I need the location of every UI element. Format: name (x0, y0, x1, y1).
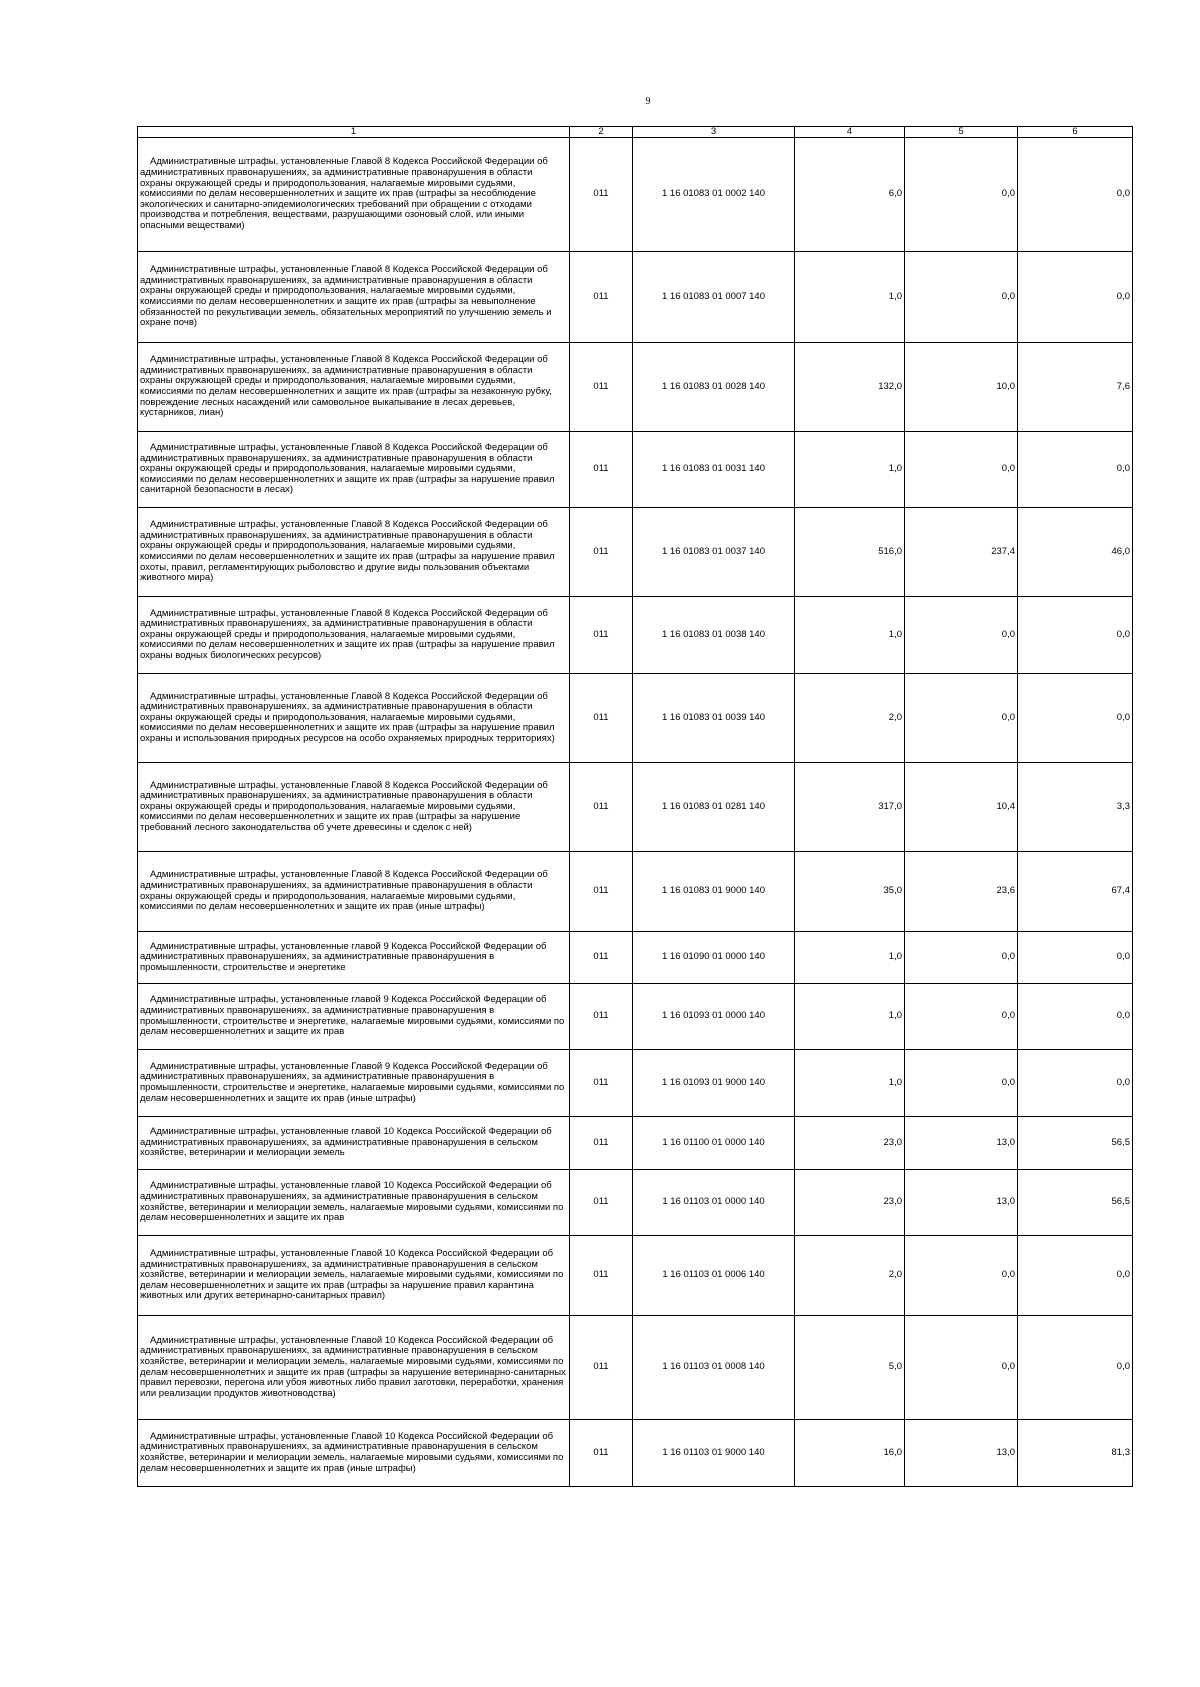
row-description: Административные штрафы, установленные Главой 8 Кодекса Российской Федерации об административных правонарушениях, за административные правонарушения в области охраны окружающей среды и природопользования, налагаемые мировыми судьями, комиссиями по делам несовершеннолетних и защите их прав (штрафы за нарушение требований лесного законодательства об учете древесины и сделок с ней) (138, 763, 570, 852)
row-admin-code: 011 (570, 1420, 633, 1487)
table-row (138, 1050, 1133, 1117)
row-budget-code: 1 16 01083 01 9000 140 (633, 852, 795, 932)
row-description: Административные штрафы, установленные главой 10 Кодекса Российской Федерации об административных правонарушениях, за административные правонарушения в сельском хозяйстве, ветеринарии и мелиорации земель, налагаемые мировыми судьями, комиссиями по делам несовершеннолетних и защите их прав (138, 1170, 570, 1236)
table-row (138, 508, 1133, 597)
column-header: 3 (633, 127, 795, 138)
row-value-col5: 0,0 (905, 932, 1018, 984)
table-body (138, 138, 1133, 1487)
row-budget-code: 1 16 01083 01 0038 140 (633, 597, 795, 674)
table-row (138, 597, 1133, 674)
row-description: Административные штрафы, установленные Главой 10 Кодекса Российской Федерации об административных правонарушениях, за административные правонарушения в сельском хозяйстве, ветеринарии и мелиорации земель, налагаемые мировыми судьями, комиссиями по делам несовершеннолетних и защите их прав (штрафы за нарушение правил карантина животных или других ветеринарно-санитарных правил) (138, 1236, 570, 1316)
row-value-col4: 1,0 (795, 1050, 905, 1117)
row-description: Административные штрафы, установленные Главой 8 Кодекса Российской Федерации об административных правонарушениях, за административные правонарушения в области охраны окружающей среды и природопользования, налагаемые мировыми судьями, комиссиями по делам несовершеннолетних и защите их прав (иные штрафы) (138, 852, 570, 932)
row-value-col4: 1,0 (795, 252, 905, 343)
row-value-col5: 13,0 (905, 1420, 1018, 1487)
row-value-col5: 10,0 (905, 343, 1018, 432)
row-budget-code: 1 16 01093 01 9000 140 (633, 1050, 795, 1117)
row-value-col6: 67,4 (1018, 852, 1133, 932)
row-budget-code: 1 16 01083 01 0031 140 (633, 432, 795, 508)
row-value-col6: 81,3 (1018, 1420, 1133, 1487)
row-value-col6: 0,0 (1018, 252, 1133, 343)
row-value-col6: 0,0 (1018, 138, 1133, 252)
row-budget-code: 1 16 01083 01 0039 140 (633, 674, 795, 763)
column-header: 5 (905, 127, 1018, 138)
row-value-col5: 10,4 (905, 763, 1018, 852)
row-description: Административные штрафы, установленные Главой 8 Кодекса Российской Федерации об административных правонарушениях, за административные правонарушения в области охраны окружающей среды и природопользования, налагаемые мировыми судьями, комиссиями по делам несовершеннолетних и защите их прав (штрафы за нарушение правил охраны и использования природных ресурсов на особо охраняемых природных территориях) (138, 674, 570, 763)
row-value-col6: 0,0 (1018, 597, 1133, 674)
table-row (138, 984, 1133, 1050)
row-value-col4: 35,0 (795, 852, 905, 932)
row-value-col5: 0,0 (905, 1050, 1018, 1117)
row-admin-code: 011 (570, 508, 633, 597)
row-budget-code: 1 16 01083 01 0007 140 (633, 252, 795, 343)
table-row (138, 343, 1133, 432)
row-value-col4: 1,0 (795, 984, 905, 1050)
table-row (138, 1170, 1133, 1236)
table-row (138, 1420, 1133, 1487)
row-value-col5: 0,0 (905, 252, 1018, 343)
table-row (138, 138, 1133, 252)
row-value-col6: 0,0 (1018, 1316, 1133, 1420)
table-row (138, 1316, 1133, 1420)
row-value-col5: 0,0 (905, 597, 1018, 674)
row-value-col6: 7,6 (1018, 343, 1133, 432)
row-value-col4: 2,0 (795, 1236, 905, 1316)
column-header: 6 (1018, 127, 1133, 138)
row-admin-code: 011 (570, 852, 633, 932)
row-value-col6: 0,0 (1018, 674, 1133, 763)
row-value-col4: 132,0 (795, 343, 905, 432)
row-description: Административные штрафы, установленные Главой 8 Кодекса Российской Федерации об административных правонарушениях, за административные правонарушения в области охраны окружающей среды и природопользования, налагаемые мировыми судьями, комиссиями по делам несовершеннолетних и защите их прав (штрафы за нарушение правил санитарной безопасности в лесах) (138, 432, 570, 508)
budget-table (137, 126, 1133, 1487)
row-budget-code: 1 16 01090 01 0000 140 (633, 932, 795, 984)
column-header: 2 (570, 127, 633, 138)
row-description: Административные штрафы, установленные Главой 8 Кодекса Российской Федерации об административных правонарушениях, за административные правонарушения в области охраны окружающей среды и природопользования, налагаемые мировыми судьями, комиссиями по делам несовершеннолетних и защите их прав (штрафы за несоблюдение экологических и санитарно-эпидемиологических требований при обращении с отходами производства и потребления, веществами, разрушающими озоновый слой, или иными опасными веществами) (138, 138, 570, 252)
row-value-col4: 1,0 (795, 932, 905, 984)
table-row (138, 432, 1133, 508)
row-value-col4: 2,0 (795, 674, 905, 763)
row-value-col4: 1,0 (795, 597, 905, 674)
row-budget-code: 1 16 01083 01 0281 140 (633, 763, 795, 852)
row-value-col6: 0,0 (1018, 1236, 1133, 1316)
row-value-col4: 1,0 (795, 432, 905, 508)
row-value-col5: 237,4 (905, 508, 1018, 597)
row-description: Административные штрафы, установленные Главой 8 Кодекса Российской Федерации об административных правонарушениях, за административные правонарушения в области охраны окружающей среды и природопользования, налагаемые мировыми судьями, комиссиями по делам несовершеннолетних и защите их прав (штрафы за незаконную рубку, повреждение лесных насаждений или самовольное выкапывание в лесах деревьев, кустарников, лиан) (138, 343, 570, 432)
row-value-col4: 516,0 (795, 508, 905, 597)
table-row (138, 763, 1133, 852)
column-header: 1 (138, 127, 570, 138)
row-description: Административные штрафы, установленные Главой 10 Кодекса Российской Федерации об административных правонарушениях, за административные правонарушения в сельском хозяйстве, ветеринарии и мелиорации земель, налагаемые мировыми судьями, комиссиями по делам несовершеннолетних и защите их прав (штрафы за нарушение ветеринарно-санитарных правил перевозки, перегона или убоя животных либо правил заготовки, переработки, хранения или реализации продуктов животноводства) (138, 1316, 570, 1420)
row-budget-code: 1 16 01103 01 0000 140 (633, 1170, 795, 1236)
row-value-col5: 0,0 (905, 1236, 1018, 1316)
row-admin-code: 011 (570, 1050, 633, 1117)
row-value-col5: 0,0 (905, 674, 1018, 763)
row-value-col6: 0,0 (1018, 932, 1133, 984)
row-budget-code: 1 16 01093 01 0000 140 (633, 984, 795, 1050)
row-value-col4: 317,0 (795, 763, 905, 852)
page-number: 9 (645, 96, 651, 107)
table-header-row (138, 127, 1133, 138)
row-value-col5: 0,0 (905, 1316, 1018, 1420)
row-value-col4: 16,0 (795, 1420, 905, 1487)
row-admin-code: 011 (570, 1170, 633, 1236)
row-value-col6: 46,0 (1018, 508, 1133, 597)
table-row (138, 852, 1133, 932)
row-budget-code: 1 16 01103 01 9000 140 (633, 1420, 795, 1487)
row-budget-code: 1 16 01083 01 0002 140 (633, 138, 795, 252)
row-description: Административные штрафы, установленные Главой 8 Кодекса Российской Федерации об административных правонарушениях, за административные правонарушения в области охраны окружающей среды и природопользования, налагаемые мировыми судьями, комиссиями по делам несовершеннолетних и защите их прав (штрафы за невыполнение обязанностей по рекультивации земель, обязательных мероприятий по улучшению земель и охране почв) (138, 252, 570, 343)
row-value-col5: 0,0 (905, 432, 1018, 508)
row-budget-code: 1 16 01103 01 0006 140 (633, 1236, 795, 1316)
row-value-col6: 56,5 (1018, 1170, 1133, 1236)
row-admin-code: 011 (570, 1316, 633, 1420)
row-value-col5: 13,0 (905, 1170, 1018, 1236)
row-value-col4: 6,0 (795, 138, 905, 252)
row-admin-code: 011 (570, 432, 633, 508)
row-admin-code: 011 (570, 932, 633, 984)
row-value-col5: 0,0 (905, 138, 1018, 252)
row-description: Административные штрафы, установленные главой 10 Кодекса Российской Федерации об административных правонарушениях, за административные правонарушения в сельском хозяйстве, ветеринарии и мелиорации земель (138, 1117, 570, 1170)
table-row (138, 1236, 1133, 1316)
row-admin-code: 011 (570, 1117, 633, 1170)
row-value-col5: 23,6 (905, 852, 1018, 932)
row-value-col4: 5,0 (795, 1316, 905, 1420)
row-description: Административные штрафы, установленные главой 9 Кодекса Российской Федерации об административных правонарушениях, за административные правонарушения в промышленности, строительстве и энергетике, налагаемые мировыми судьями, комиссиями по делам несовершеннолетних и защите их прав (138, 984, 570, 1050)
row-budget-code: 1 16 01083 01 0028 140 (633, 343, 795, 432)
row-value-col6: 3,3 (1018, 763, 1133, 852)
row-budget-code: 1 16 01100 01 0000 140 (633, 1117, 795, 1170)
row-admin-code: 011 (570, 674, 633, 763)
row-value-col6: 0,0 (1018, 1050, 1133, 1117)
table-row (138, 932, 1133, 984)
row-admin-code: 011 (570, 343, 633, 432)
row-admin-code: 011 (570, 1236, 633, 1316)
row-value-col4: 23,0 (795, 1170, 905, 1236)
row-description: Административные штрафы, установленные Главой 8 Кодекса Российской Федерации об административных правонарушениях, за административные правонарушения в области охраны окружающей среды и природопользования, налагаемые мировыми судьями, комиссиями по делам несовершеннолетних и защите их прав (штрафы за нарушение правил охраны водных биологических ресурсов) (138, 597, 570, 674)
column-header: 4 (795, 127, 905, 138)
row-value-col6: 56,5 (1018, 1117, 1133, 1170)
table-row (138, 674, 1133, 763)
row-budget-code: 1 16 01103 01 0008 140 (633, 1316, 795, 1420)
row-admin-code: 011 (570, 252, 633, 343)
row-value-col4: 23,0 (795, 1117, 905, 1170)
row-value-col6: 0,0 (1018, 984, 1133, 1050)
table-row (138, 252, 1133, 343)
row-value-col6: 0,0 (1018, 432, 1133, 508)
row-admin-code: 011 (570, 763, 633, 852)
row-admin-code: 011 (570, 138, 633, 252)
table-row (138, 1117, 1133, 1170)
row-description: Административные штрафы, установленные Главой 9 Кодекса Российской Федерации об административных правонарушениях, за административные правонарушения в промышленности, строительстве и энергетике, налагаемые мировыми судьями, комиссиями по делам несовершеннолетних и защите их прав (иные штрафы) (138, 1050, 570, 1117)
row-value-col5: 13,0 (905, 1117, 1018, 1170)
row-description: Административные штрафы, установленные главой 9 Кодекса Российской Федерации об административных правонарушениях, за административные правонарушения в промышленности, строительстве и энергетике (138, 932, 570, 984)
row-admin-code: 011 (570, 597, 633, 674)
row-budget-code: 1 16 01083 01 0037 140 (633, 508, 795, 597)
row-description: Административные штрафы, установленные Главой 10 Кодекса Российской Федерации об административных правонарушениях, за административные правонарушения в сельском хозяйстве, ветеринарии и мелиорации земель, налагаемые мировыми судьями, комиссиями по делам несовершеннолетних и защите их прав (иные штрафы) (138, 1420, 570, 1487)
row-description: Административные штрафы, установленные Главой 8 Кодекса Российской Федерации об административных правонарушениях, за административные правонарушения в области охраны окружающей среды и природопользования, налагаемые мировыми судьями, комиссиями по делам несовершеннолетних и защите их прав (штрафы за нарушение правил охоты, правил, регламентирующих рыболовство и другие виды пользования объектами животного мира) (138, 508, 570, 597)
row-admin-code: 011 (570, 984, 633, 1050)
row-value-col5: 0,0 (905, 984, 1018, 1050)
